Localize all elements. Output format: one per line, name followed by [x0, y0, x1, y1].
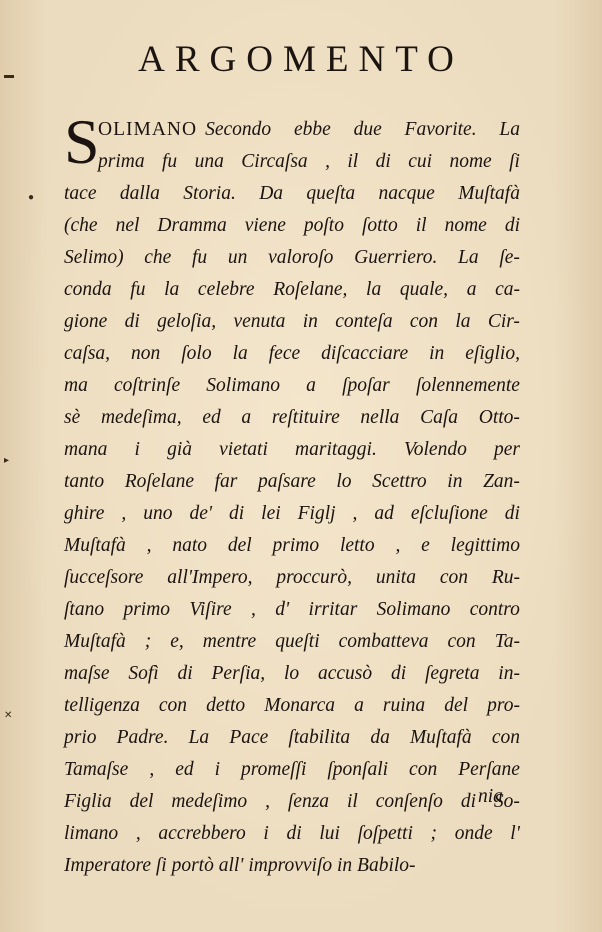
word: Muſtafà — [64, 535, 126, 556]
word: in- — [498, 663, 520, 684]
word: pro- — [487, 695, 520, 716]
word: onde — [454, 823, 493, 844]
body-text — [64, 114, 520, 882]
word: primo — [123, 599, 171, 620]
text-line — [64, 754, 520, 786]
word: ſi — [509, 151, 520, 172]
word: due — [353, 119, 382, 140]
text-line — [64, 594, 520, 626]
word: reſtituire — [271, 407, 340, 428]
word: la — [232, 343, 248, 364]
word: ſotto — [361, 215, 398, 236]
word: di — [460, 791, 476, 812]
word: ſolo — [181, 343, 212, 364]
word: cui — [408, 151, 433, 172]
word: prima — [98, 151, 145, 172]
word: la — [455, 311, 471, 332]
word: Dramma — [157, 215, 227, 236]
word: mana — [64, 439, 108, 460]
word: il — [415, 215, 427, 236]
word: promeſſi — [241, 759, 307, 780]
page-heading: ARGOMENTO — [138, 39, 464, 80]
word: Monarca — [264, 695, 335, 716]
word: Circaſsa — [241, 151, 308, 172]
word: da — [370, 727, 390, 748]
word: l' — [510, 823, 520, 844]
word: , — [135, 823, 141, 844]
word: nome — [444, 215, 487, 236]
word: diſcacciare — [321, 343, 409, 364]
text-line — [64, 818, 520, 850]
word: , — [265, 791, 270, 812]
word: maritaggi. — [295, 439, 377, 460]
word: ſenza — [287, 791, 330, 812]
word: Muſtafà — [458, 183, 520, 204]
word: paſsare — [258, 471, 316, 492]
word: fu — [130, 279, 146, 300]
word: ſoſpetti — [357, 823, 413, 844]
word: Scettro — [372, 471, 427, 492]
word: e — [421, 535, 430, 556]
word: di — [375, 151, 391, 172]
text-line — [64, 242, 520, 274]
word: i — [134, 439, 140, 460]
word: la — [366, 279, 382, 300]
word: Ru- — [491, 567, 520, 588]
word: venuta — [233, 311, 286, 332]
word: Zan- — [483, 471, 520, 492]
word: Solimano — [376, 599, 451, 620]
word: coſtrinſe — [114, 375, 181, 396]
word: , — [149, 759, 155, 780]
word: di — [124, 311, 140, 332]
word: ſegreta — [424, 663, 480, 684]
text-line — [64, 434, 520, 466]
word: La — [458, 247, 479, 268]
word: Roſelane, — [273, 279, 348, 300]
word: Solimano — [206, 375, 280, 396]
word: , — [352, 503, 358, 524]
word: fece — [268, 343, 301, 364]
word: conteſa — [335, 311, 393, 332]
word: ſpoſar — [342, 375, 390, 396]
word: detto — [206, 695, 246, 716]
word: Muſtafà — [409, 727, 472, 748]
word: Padre. — [116, 727, 169, 748]
word: geloſia, — [157, 311, 217, 332]
word: primo — [272, 535, 320, 556]
word: ſponſali — [327, 759, 389, 780]
word: , — [146, 535, 152, 556]
text-line — [64, 178, 520, 210]
word: Perſia, — [211, 663, 266, 684]
word: accusò — [317, 663, 373, 684]
text-line — [64, 306, 520, 338]
word: ed — [202, 407, 221, 428]
word: Guerriero. — [354, 247, 438, 268]
word: Perſane — [458, 759, 520, 780]
word: Figlia — [64, 791, 112, 812]
word: prio — [64, 727, 97, 748]
word: in — [429, 343, 445, 364]
word: ruina — [382, 695, 426, 716]
word: So- — [493, 791, 520, 812]
word: Figlj — [297, 503, 336, 524]
word: di — [390, 663, 407, 684]
text-line — [64, 274, 520, 306]
word: proccurò, — [276, 567, 353, 588]
word: di — [504, 503, 520, 524]
word: d' — [275, 599, 290, 620]
word: , — [121, 503, 127, 524]
word: legittimo — [450, 535, 520, 556]
text-line — [64, 690, 520, 722]
word: de' — [189, 503, 213, 524]
word: , — [251, 599, 256, 620]
word: , — [395, 535, 401, 556]
word: queſta — [306, 183, 356, 204]
word: Caſa — [420, 407, 459, 428]
word: Volendo — [404, 439, 467, 460]
word: maſse — [64, 663, 110, 684]
word: quale, — [399, 279, 449, 300]
word: di — [177, 663, 193, 684]
word: tanto — [64, 471, 105, 492]
word: all'Impero, — [167, 567, 253, 588]
word: vietati — [219, 439, 268, 460]
word: nel — [115, 215, 140, 236]
word: lui — [319, 823, 340, 844]
word: la — [164, 279, 180, 300]
word: La — [499, 119, 520, 140]
word: non — [131, 343, 161, 364]
word: in — [447, 471, 463, 492]
word: accrebbero — [158, 823, 246, 844]
word: Cir- — [487, 311, 520, 332]
word: di — [504, 215, 520, 236]
text-line — [64, 114, 520, 146]
text-line — [64, 498, 520, 530]
word: combatteva — [338, 631, 429, 652]
word: valoroſo — [268, 247, 334, 268]
word: far — [214, 471, 238, 492]
word: una — [194, 151, 224, 172]
word: a — [241, 407, 252, 428]
word: telligenza — [64, 695, 140, 716]
word: celebre — [197, 279, 255, 300]
word: viene — [244, 215, 286, 236]
word: limano — [64, 823, 119, 844]
word: lo — [336, 471, 352, 492]
word: del — [129, 791, 154, 812]
text-line — [64, 146, 520, 178]
word: lo — [283, 663, 300, 684]
drop-cap: S — [64, 106, 100, 177]
word: nacque — [378, 183, 435, 204]
word: ad — [374, 503, 394, 524]
word: eſiglio, — [465, 343, 520, 364]
word: con — [158, 695, 188, 716]
word: nella — [360, 407, 400, 428]
word: Da — [259, 183, 284, 204]
word: ca- — [495, 279, 520, 300]
word: il — [346, 791, 358, 812]
word: poſto — [303, 215, 344, 236]
catchword: nia — [478, 786, 503, 807]
word: ma — [64, 375, 88, 396]
text-line: Imperatore ſi portò all' improvviſo in Babilo- — [64, 855, 416, 876]
word: a — [306, 375, 316, 396]
word: Secondo — [205, 119, 272, 140]
word: gione — [64, 311, 108, 332]
word: di — [229, 503, 245, 524]
word: un — [227, 247, 248, 268]
word: tace — [64, 183, 97, 204]
word: ſucceſsore — [64, 567, 144, 588]
word: Muſtafà — [64, 631, 126, 652]
word: contro — [469, 599, 520, 620]
word: Roſelane — [124, 471, 195, 492]
word: (che — [64, 215, 98, 236]
word: ſe- — [499, 247, 520, 268]
word: in — [302, 311, 318, 332]
word: fu — [192, 247, 208, 268]
word: mentre — [202, 631, 257, 652]
page-edge-mark: ▸ — [4, 455, 10, 466]
word: a — [466, 279, 477, 300]
word: Viſire — [189, 599, 232, 620]
word: già — [167, 439, 192, 460]
word: con — [447, 631, 476, 652]
word: del — [227, 535, 252, 556]
word: che — [144, 247, 172, 268]
word: irritar — [308, 599, 358, 620]
word: fu — [162, 151, 178, 172]
word: di — [286, 823, 302, 844]
word: nato — [172, 535, 207, 556]
text-line — [64, 786, 520, 818]
word: ſolennemente — [415, 375, 520, 396]
line-text — [205, 114, 520, 146]
word: conſenſo — [375, 791, 443, 812]
text-line — [64, 626, 520, 658]
word: con — [409, 311, 439, 332]
word: lei — [261, 503, 281, 524]
word: Selimo) — [64, 247, 124, 268]
text-line — [64, 722, 520, 754]
word: sè — [64, 407, 81, 428]
text-line — [64, 658, 520, 690]
text-line — [64, 338, 520, 370]
word: ſtano — [64, 599, 105, 620]
text-line — [64, 562, 520, 594]
page-edge-mark: ✕ — [4, 710, 13, 721]
word: con — [409, 759, 438, 780]
text-line — [64, 370, 520, 402]
word: nome — [449, 151, 492, 172]
word: , — [325, 151, 330, 172]
word: Storia. — [183, 183, 236, 204]
word: dalla — [119, 183, 160, 204]
word: per — [494, 439, 520, 460]
word: del — [444, 695, 469, 716]
word: Otto- — [478, 407, 520, 428]
word: a — [354, 695, 364, 716]
text-line — [64, 210, 520, 242]
page-edge-mark: ▬ — [4, 70, 14, 81]
word: i — [263, 823, 269, 844]
word: i — [214, 759, 221, 780]
word: eſcluſione — [410, 503, 488, 524]
word: queſti — [275, 631, 320, 652]
page-edge-mark: ● — [28, 192, 35, 203]
word: Pace — [229, 727, 269, 748]
text-line — [64, 402, 520, 434]
word: con — [439, 567, 468, 588]
word: Favorite. — [404, 119, 477, 140]
word: unita — [375, 567, 416, 588]
word: e, — [170, 631, 184, 652]
word: ſtabilita — [288, 727, 351, 748]
word: uno — [143, 503, 173, 524]
text-line — [64, 530, 520, 562]
word: il — [347, 151, 359, 172]
word: Ta- — [494, 631, 520, 652]
word: letto — [339, 535, 375, 556]
word: Sofì — [128, 663, 159, 684]
first-word-smallcaps: OLIMANO — [98, 119, 198, 140]
word: ebbe — [293, 119, 331, 140]
text-line — [64, 466, 520, 498]
word: medeſima, — [100, 407, 182, 428]
word: La — [188, 727, 210, 748]
word: caſsa, — [64, 343, 111, 364]
word: ghire — [64, 503, 105, 524]
word: con — [491, 727, 520, 748]
word: ; — [144, 631, 152, 652]
word: ; — [430, 823, 438, 844]
word: conda — [64, 279, 112, 300]
word: medeſimo — [171, 791, 248, 812]
word: Tamaſse — [64, 759, 129, 780]
word: ed — [175, 759, 194, 780]
